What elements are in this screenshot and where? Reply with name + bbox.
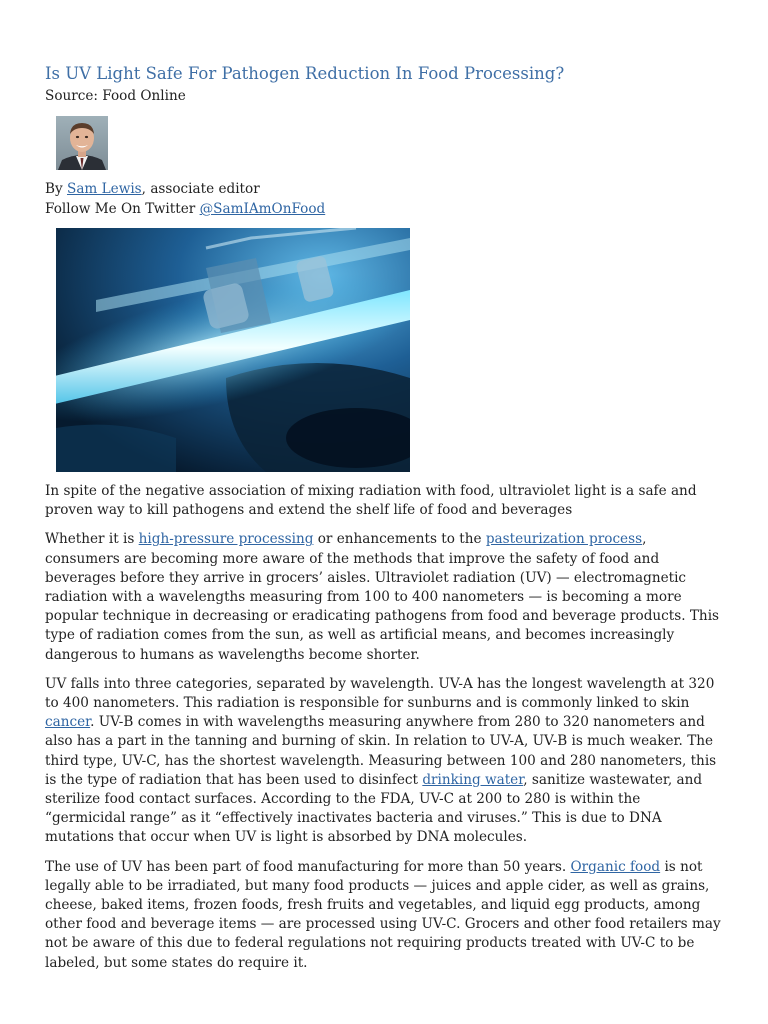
- article-body: [45, 482, 725, 983]
- inline-link[interactable]: pasteurization process: [485, 531, 643, 548]
- article-source: Source: Food Online: [45, 88, 186, 104]
- paragraph-4: [45, 858, 725, 973]
- uv-lamp-photo: [56, 228, 410, 472]
- inline-link[interactable]: cancer: [45, 714, 91, 731]
- author-link[interactable]: Sam Lewis: [67, 181, 142, 197]
- inline-link[interactable]: drinking water: [422, 771, 524, 788]
- byline: [45, 179, 260, 199]
- inline-link[interactable]: high-pressure processing: [138, 531, 314, 548]
- twitter-prefix: Follow Me On Twitter: [45, 201, 200, 217]
- paragraph-text: The use of UV has been part of food manufacturing for more than 50 years.: [45, 858, 571, 875]
- article-title: Is UV Light Safe For Pathogen Reduction In Food Processing?: [45, 64, 565, 83]
- paragraph-text: , consumers are becoming more aware of the methods that improve the safety of food and beverages before they arrive in grocers’ aisles. Ultraviolet radiation (UV) — electromagnetic radiation with a wavelengths measuring from 100 to 400 nanometers — is becoming a more popular technique in decreasing or eradicating pathogens from food and beverage products. This type of radiation comes from the sun, as well as artificial means, and becomes increasingly dangerous to humans as wavelengths become shorter.: [45, 531, 720, 663]
- paragraph-text: In spite of the negative association of mixing radiation with food, ultraviolet light is a safe and proven way to kill pathogens and extend the shelf life of food and beverages: [45, 483, 697, 519]
- inline-link[interactable]: Organic food: [570, 858, 661, 875]
- twitter-line: [45, 199, 325, 219]
- author-avatar: [56, 116, 108, 170]
- paragraph-text: Whether it is: [45, 531, 139, 548]
- byline-suffix: , associate editor: [141, 181, 260, 197]
- paragraph-text: , sanitize wastewater, and sterilize food contact surfaces. According to the FDA, UV-C at 200 to 280 is within the “germicidal range” as it “effectively inactivates bacteria and viruses.” This is due to DNA mutations that occur when UV is light is absorbed by DNA molecules.: [45, 771, 703, 846]
- paragraph-3: [45, 675, 725, 848]
- byline-prefix: By: [45, 181, 67, 197]
- paragraph-1: [45, 482, 725, 520]
- paragraph-text: . UV-B comes in with wavelengths measuring anywhere from 280 to 320 nanometers and also has a part in the tanning and burning of skin. In relation to UV-A, UV-B is much weaker. The third type, UV-C, has the shortest wavelength. Measuring between 100 and 280 nanometers, this is the type of radiation that has been used to disinfect: [45, 714, 717, 788]
- paragraph-text: UV falls into three categories, separated by wavelength. UV-A has the longest wavelength at 320 to 400 nanometers. This radiation is responsible for sunburns and is commonly linked to skin: [45, 675, 715, 712]
- paragraph-text: is not legally able to be irradiated, but many food products — juices and apple cider, as well as grains, cheese, baked items, frozen foods, fresh fruits and vegetables, and liquid egg products, among other food and beverage items — are processed using UV-C. Grocers and other food retailers may not be aware of this due to federal regulations not requiring products treated with UV-C to be labeled, but some states do require it.: [45, 858, 721, 971]
- paragraph-text: or enhancements to the: [313, 531, 486, 548]
- twitter-link[interactable]: @SamIAmOnFood: [199, 201, 326, 217]
- paragraph-2: [45, 530, 725, 664]
